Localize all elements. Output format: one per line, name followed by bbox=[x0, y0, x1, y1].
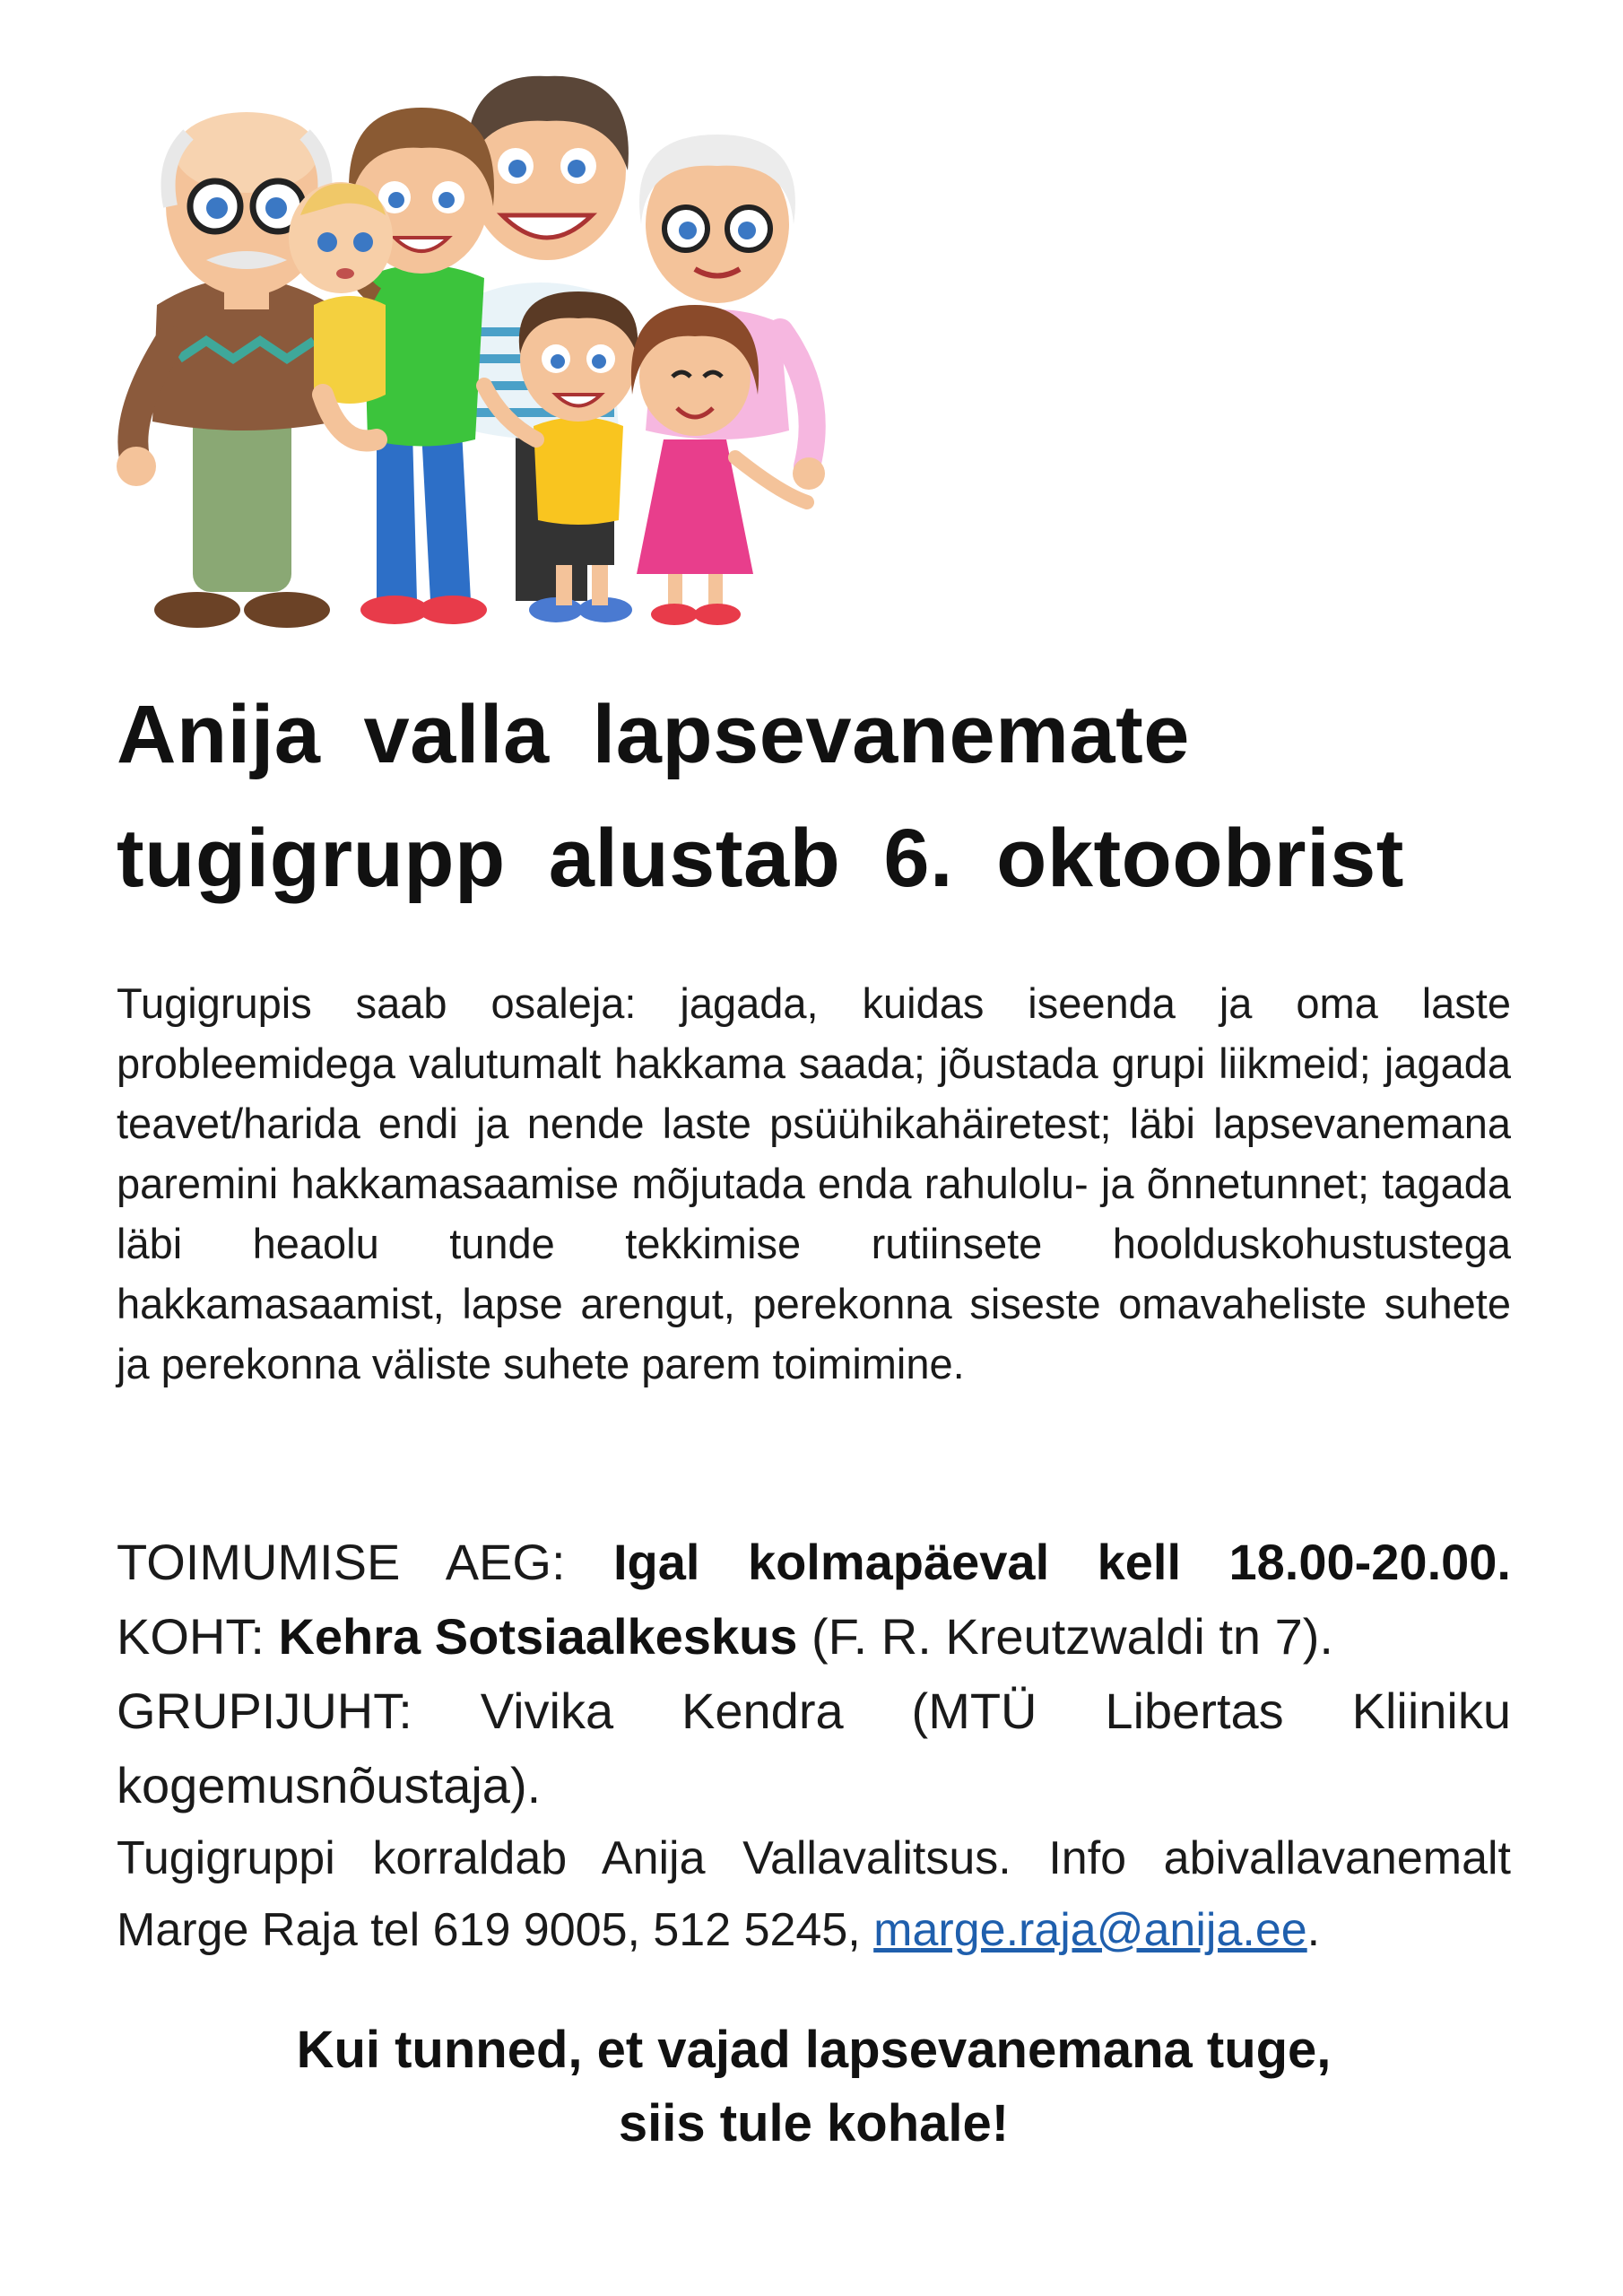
time-label: TOIMUMISE AEG: bbox=[117, 1534, 613, 1590]
details-section bbox=[117, 1525, 1511, 1966]
leader-line bbox=[117, 1674, 1511, 1748]
headline-line-2: tugigrupp alustab 6. oktoobrist bbox=[117, 813, 1404, 904]
place-value: Kehra Sotsiaalkeskus bbox=[278, 1608, 798, 1665]
time-value: Igal kolmapäeval kell 18.00-20.00. bbox=[613, 1534, 1511, 1590]
contact-line bbox=[117, 1894, 1511, 1966]
headline-line-1: Anija valla lapsevanemate bbox=[117, 689, 1190, 780]
time-line bbox=[117, 1525, 1511, 1599]
leader-label: GRUPIJUHT: bbox=[117, 1683, 481, 1739]
contact-prefix: Marge Raja tel 619 9005, 512 5245, bbox=[117, 1904, 874, 1956]
leader-line-cont bbox=[117, 1748, 1511, 1822]
contact-suffix: . bbox=[1306, 1904, 1321, 1956]
grandfather-figure bbox=[117, 112, 336, 628]
place-label: KOHT: bbox=[117, 1608, 279, 1665]
place-line bbox=[117, 1599, 1511, 1674]
leader-value: Vivika Kendra (MTÜ Libertas Kliiniku bbox=[480, 1683, 1511, 1739]
leader-value-cont: kogemusnõustaja). bbox=[117, 1757, 542, 1813]
family-illustration bbox=[108, 72, 852, 646]
closing-message bbox=[117, 2013, 1511, 2161]
organizer-line: Tugigruppi korraldab Anija Vallavalitsus. Info abivallavanemalt bbox=[117, 1832, 1511, 1884]
closing-line-2: siis tule kohale! bbox=[618, 2094, 1010, 2152]
place-address: (F. R. Kreutzwaldi tn 7). bbox=[797, 1608, 1333, 1665]
headline bbox=[117, 673, 1551, 920]
closing-line-1: Kui tunned, et vajad lapsevanemana tuge, bbox=[296, 2021, 1332, 2079]
email-link[interactable]: marge.raja@anija.ee bbox=[873, 1904, 1307, 1956]
intro-paragraph: Tugigrupis saab osaleja: jagada, kuidas iseenda ja oma laste probleemidega valutumalt hakkama saada; jõustada grupi liikmeid; jagada teavet/harida endi ja nende laste psüühikahäiretest; läbi lapsevanemana paremini hakkamasaamise mõjutada enda rahulolu- ja õnnetunnet; tagada läbi heaolu tunde tekkimise rutiinsete hoolduskohustustega hakkamasaamist, lapse arengut, perekonna siseste omavaheliste suhete ja perekonna väliste suhete parem toimimine. bbox=[117, 979, 1511, 1387]
